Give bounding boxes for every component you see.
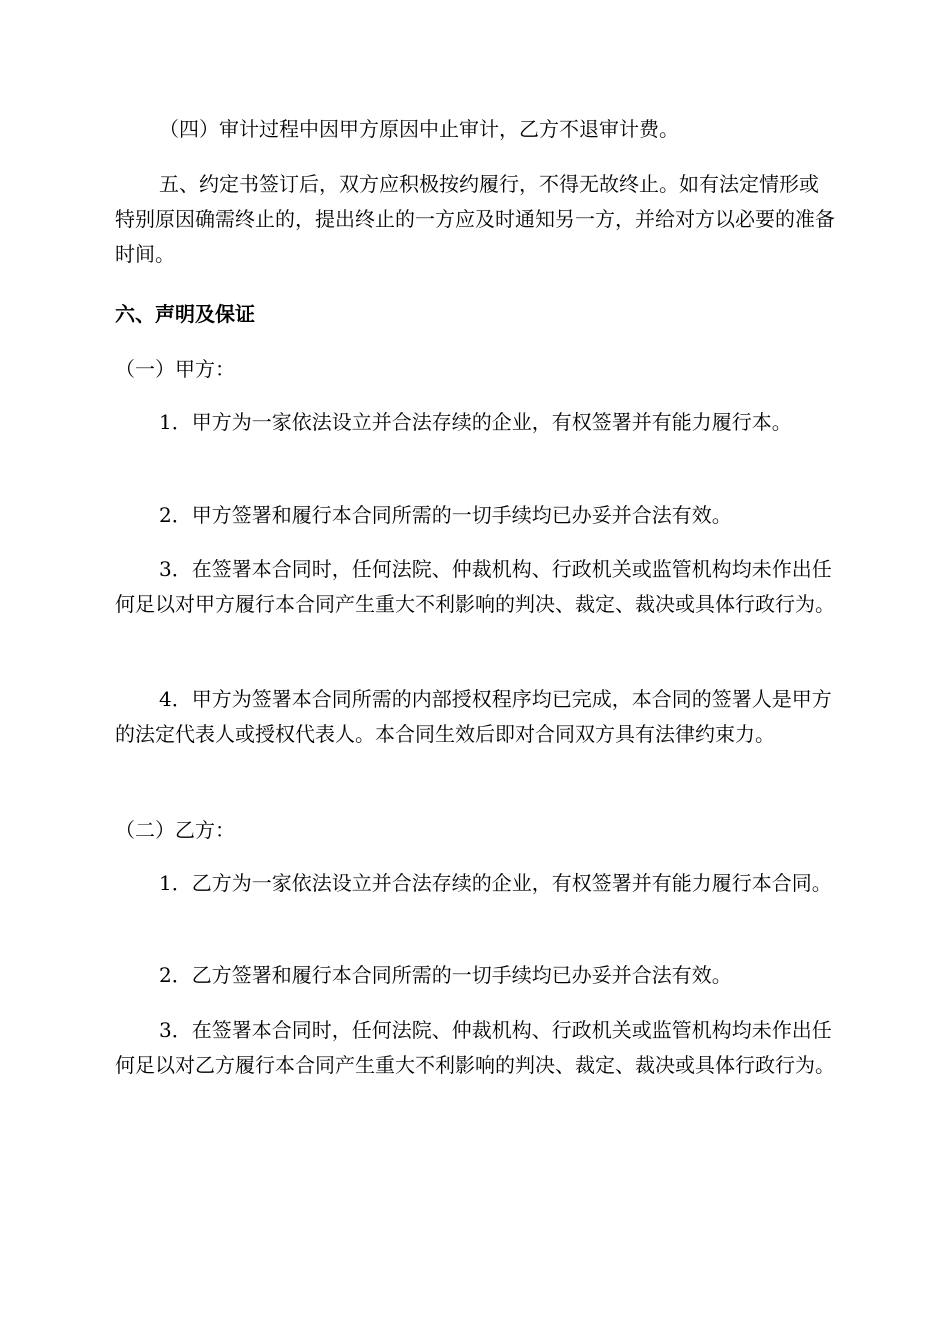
paragraph-party-a-item-2: 2．甲方签署和履行本合同所需的一切手续均已办妥并合法有效。 xyxy=(159,503,732,527)
paragraph-party-a-item-4: 4．甲方为签署本合同所需的内部授权程序均已完成，本合同的签署人是甲方的法定代表人或授权代表人。本合同生效后即对合同双方具有法律约束力。 xyxy=(115,687,832,746)
paragraph-party-a-item-1: 1．甲方为一家依法设立并合法存续的企业，有权签署并有能力履行本。 xyxy=(159,410,792,434)
subheading-party-a: （一）甲方： xyxy=(115,357,235,381)
paragraph-party-a-item-3: 3．在签署本合同时，任何法院、仲裁机构、行政机关或监管机构均未作出任何足以对甲方履行本合同产生重大不利影响的判决、裁定、裁决或具体行政行为。 xyxy=(115,557,835,616)
subheading-party-b: （二）乙方： xyxy=(115,818,235,842)
paragraph-party-b-item-3: 3．在签署本合同时，任何法院、仲裁机构、行政机关或监管机构均未作出任何足以对乙方履行本合同产生重大不利影响的判决、裁定、裁决或具体行政行为。 xyxy=(115,1018,835,1077)
section-heading-declarations: 六、声明及保证 xyxy=(115,302,255,326)
paragraph-termination: 五、约定书签订后，双方应积极按约履行，不得无故终止。如有法定情形或特别原因确需终止的，提出终止的一方应及时通知另一方，并给对方以必要的准备时间。 xyxy=(115,172,835,266)
paragraph-audit-suspension: （四）审计过程中因甲方原因中止审计，乙方不退审计费。 xyxy=(159,117,679,141)
paragraph-party-b-item-2: 2．乙方签署和履行本合同所需的一切手续均已办妥并合法有效。 xyxy=(159,963,732,987)
paragraph-party-b-item-1: 1．乙方为一家依法设立并合法存续的企业，有权签署并有能力履行本合同。 xyxy=(159,871,832,895)
